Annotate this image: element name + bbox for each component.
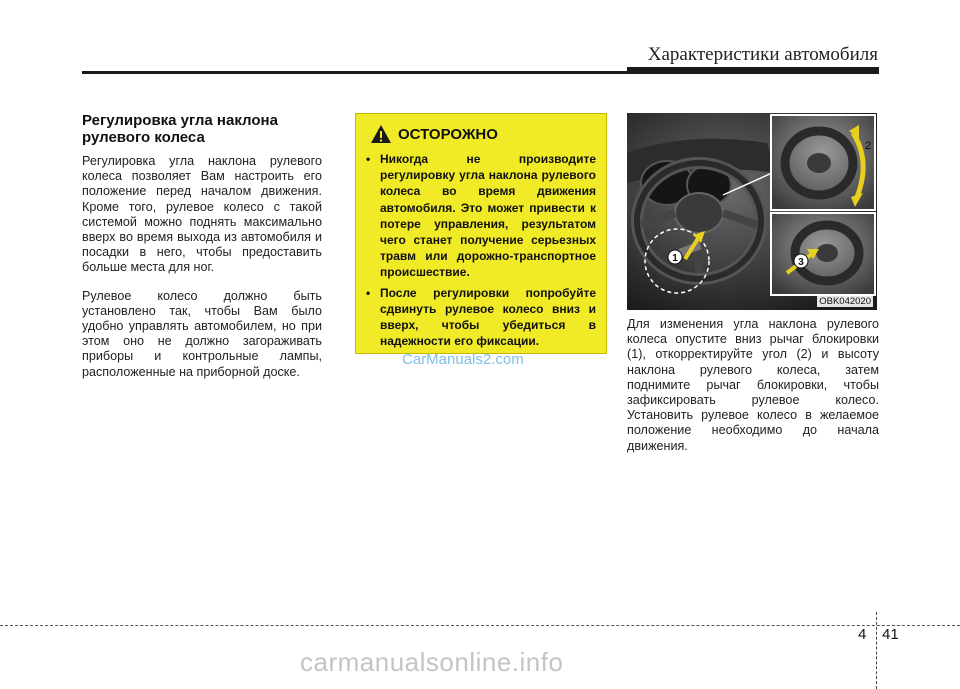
warning-box	[355, 113, 607, 354]
page-header-title: Характеристики автомобиля	[647, 44, 878, 65]
bullet-icon: •	[366, 285, 371, 300]
warning-item-text: Никогда не производите регулировку угла наклона рулевого колеса во время движения автомобиля. Это может привести к потере управления, результатом чего станет получение серьезных травм или дорожно-транспортное происшествие.	[380, 152, 596, 280]
callout-1-label: 1	[672, 253, 678, 264]
warning-item	[366, 151, 596, 281]
bullet-icon: •	[366, 152, 371, 166]
warning-header	[370, 124, 596, 144]
footer-watermark: carmanualsonline.info	[300, 647, 564, 677]
section-number: 4	[858, 626, 867, 643]
right-column	[627, 317, 879, 467]
footer-rule	[0, 625, 960, 626]
watermark-link[interactable]: CarManuals2.com	[402, 351, 524, 368]
body-paragraph-2: Рулевое колесо должно быть установлено так, чтобы Вам было удобно управлять автомобилем, но при этом оно не должно загораживать приборы и контрольные лампы, расположенные на приборной доске.	[82, 288, 322, 379]
header-rule-accent	[627, 67, 879, 72]
section-heading: Регулировка угла наклона рулевого колеса	[82, 112, 278, 146]
steering-wheel-illustration	[627, 113, 877, 310]
steering-wheel-figure	[627, 113, 877, 310]
figure-code: OBK042020	[819, 296, 871, 307]
callout-3-label: 3	[798, 257, 804, 268]
warning-title: ОСТОРОЖНО	[398, 125, 498, 143]
warning-item	[366, 285, 596, 350]
warning-item-text: После регулировки попробуйте сдвинуть рулевое колесо вниз и вверх, чтобы убедиться в надежности его фиксации.	[380, 285, 596, 349]
left-column	[82, 112, 322, 393]
callout-2-label: 2	[865, 140, 872, 152]
warning-triangle-icon	[370, 124, 392, 144]
page-number: 41	[882, 626, 899, 643]
body-paragraph-1: Регулировка угла наклона рулевого колеса позволяет Вам настроить его положение перед началом движения. Кроме того, рулевое колесо с такой системой можно поднять максимально вверх во время выхода из автомобиля и посадки в него, чтобы предоставить больше места для ног.	[82, 154, 322, 275]
footer-divider	[876, 612, 877, 689]
body-paragraph-3: Для изменения угла наклона рулевого колеса опустите вниз рычаг блокировки (1), откорректируйте угол (2) и высоту наклона рулевого колеса, затем поднимите рычаг блокировки, чтобы зафиксировать рулевое колесо. Установить рулевое колесо в желаемое положение необходимо до начала движения.	[627, 317, 879, 453]
